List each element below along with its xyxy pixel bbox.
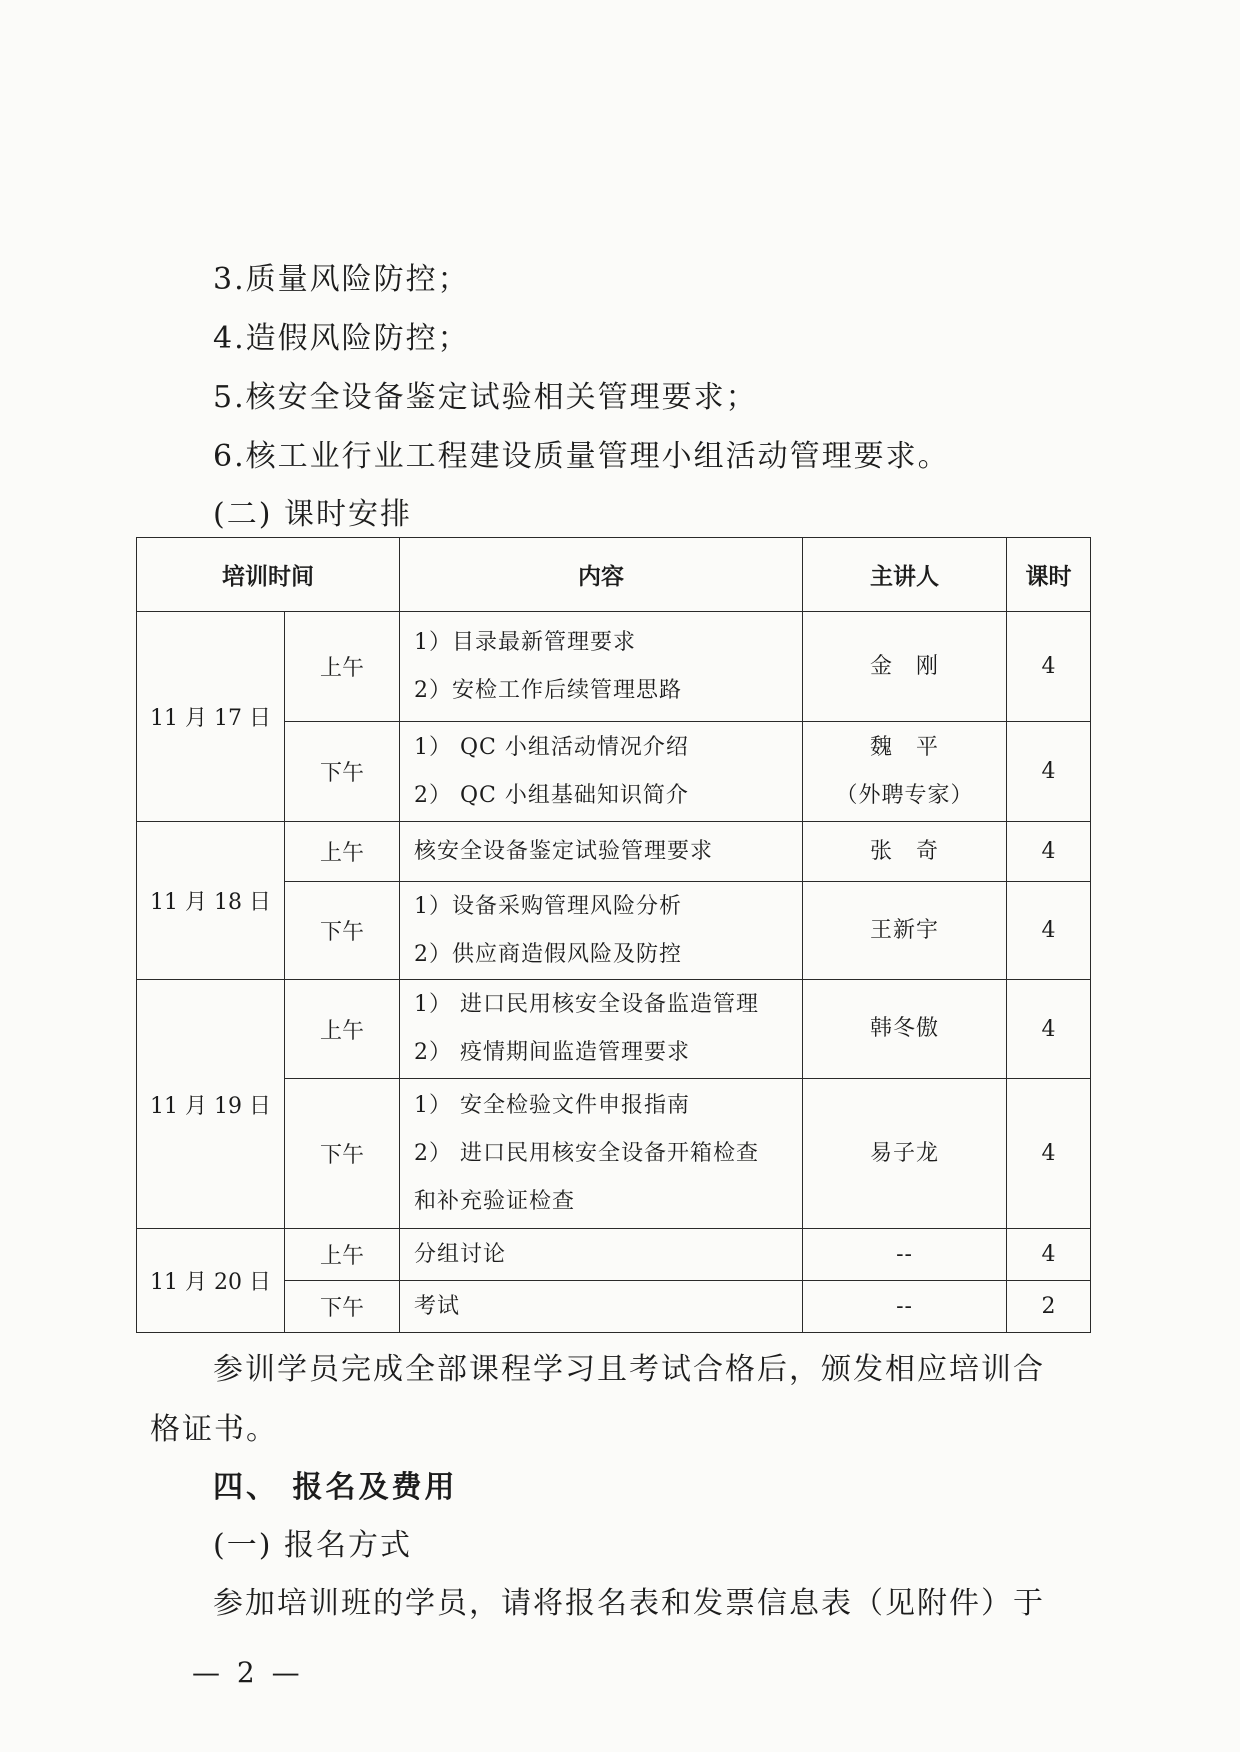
page-number: — 2 — [192,1656,304,1689]
hours-cell: 4 [1007,1229,1091,1281]
speaker-note: （外聘专家） [835,782,974,808]
speaker-name: -- [896,1241,913,1267]
speaker-name: -- [896,1293,913,1319]
section-4-title: 四、 报名及费用 [213,1470,458,1505]
period-cell: 下午 [285,1079,400,1229]
content-line: 考试 [414,1293,461,1319]
speaker-name: 王新宇 [869,917,939,943]
section-schedule-title: (二) 课时安排 [213,497,412,532]
content-cell [400,612,803,722]
content-line: 分组讨论 [414,1241,507,1267]
list-item-3: 3.质量风险防控； [213,262,470,297]
hours-cell: 4 [1007,822,1091,882]
speaker-name: 金 刚 [869,653,939,679]
speaker-name: 易子龙 [869,1140,939,1166]
period-cell: 下午 [285,882,400,980]
date-cell: 11 月 18 日 [137,822,285,980]
header-hours: 课时 [1007,538,1091,612]
speaker-cell [803,980,1007,1079]
content-cell [400,1229,803,1281]
section-4-1-title: (一) 报名方式 [213,1528,412,1563]
hours-cell: 4 [1007,722,1091,822]
period-cell: 上午 [285,1229,400,1281]
registration-line: 参加培训班的学员，请将报名表和发票信息表（见附件）于 [213,1586,1045,1621]
speaker-cell [803,1281,1007,1333]
content-cell [400,822,803,882]
header-training-time: 培训时间 [137,538,400,612]
content-line: 2） 疫情期间监造管理要求 [414,1040,690,1065]
speaker-name: 韩冬傲 [869,1016,939,1041]
content-line: 1）目录最新管理要求 [414,629,636,655]
date-cell: 11 月 17 日 [137,612,285,822]
content-line: 2） QC 小组基础知识简介 [414,782,689,808]
period-cell: 上午 [285,980,400,1079]
table-row [137,1229,1091,1281]
table-header-row [137,538,1091,612]
speaker-name: 魏 平 [869,734,939,760]
hours-cell: 4 [1007,882,1091,980]
list-item-5: 5.核安全设备鉴定试验相关管理要求； [213,380,758,415]
content-line: 1） 安全检验文件申报指南 [414,1092,690,1118]
speaker-name: 张 奇 [869,838,939,864]
content-line: 1）设备采购管理风险分析 [414,893,682,919]
hours-cell: 4 [1007,980,1091,1079]
period-cell: 上午 [285,822,400,882]
content-cell [400,980,803,1079]
table-row [137,980,1091,1079]
certificate-note-line-2: 格证书。 [150,1412,278,1447]
content-line: 2）安检工作后续管理思路 [414,677,682,703]
period-cell: 下午 [285,722,400,822]
table-row [137,612,1091,722]
header-speaker: 主讲人 [803,538,1007,612]
content-cell [400,1079,803,1229]
list-item-4: 4.造假风险防控； [213,321,470,356]
table-row [137,822,1091,882]
speaker-cell [803,1079,1007,1229]
period-cell: 下午 [285,1281,400,1333]
content-line: 核安全设备鉴定试验管理要求 [414,838,714,864]
speaker-cell [803,822,1007,882]
content-line: 1） 进口民用核安全设备监造管理 [414,992,759,1017]
hours-cell: 2 [1007,1281,1091,1333]
certificate-note-line-1: 参训学员完成全部课程学习且考试合格后，颁发相应培训合 [213,1352,1045,1387]
date-cell: 11 月 20 日 [137,1229,285,1333]
content-cell [400,1281,803,1333]
content-cell [400,722,803,822]
list-item-6: 6.核工业行业工程建设质量管理小组活动管理要求。 [213,439,950,474]
content-cell [400,882,803,980]
date-cell: 11 月 19 日 [137,980,285,1229]
content-line: 2）供应商造假风险及防控 [414,941,682,967]
speaker-cell [803,722,1007,822]
speaker-cell [803,882,1007,980]
content-line: 1） QC 小组活动情况介绍 [414,734,689,760]
schedule-table [136,537,1091,1333]
hours-cell: 4 [1007,1079,1091,1229]
header-content: 内容 [400,538,803,612]
speaker-cell [803,1229,1007,1281]
period-cell: 上午 [285,612,400,722]
content-line: 2） 进口民用核安全设备开箱检查 [414,1140,759,1166]
speaker-cell [803,612,1007,722]
content-line: 和补充验证检查 [414,1188,576,1214]
hours-cell: 4 [1007,612,1091,722]
